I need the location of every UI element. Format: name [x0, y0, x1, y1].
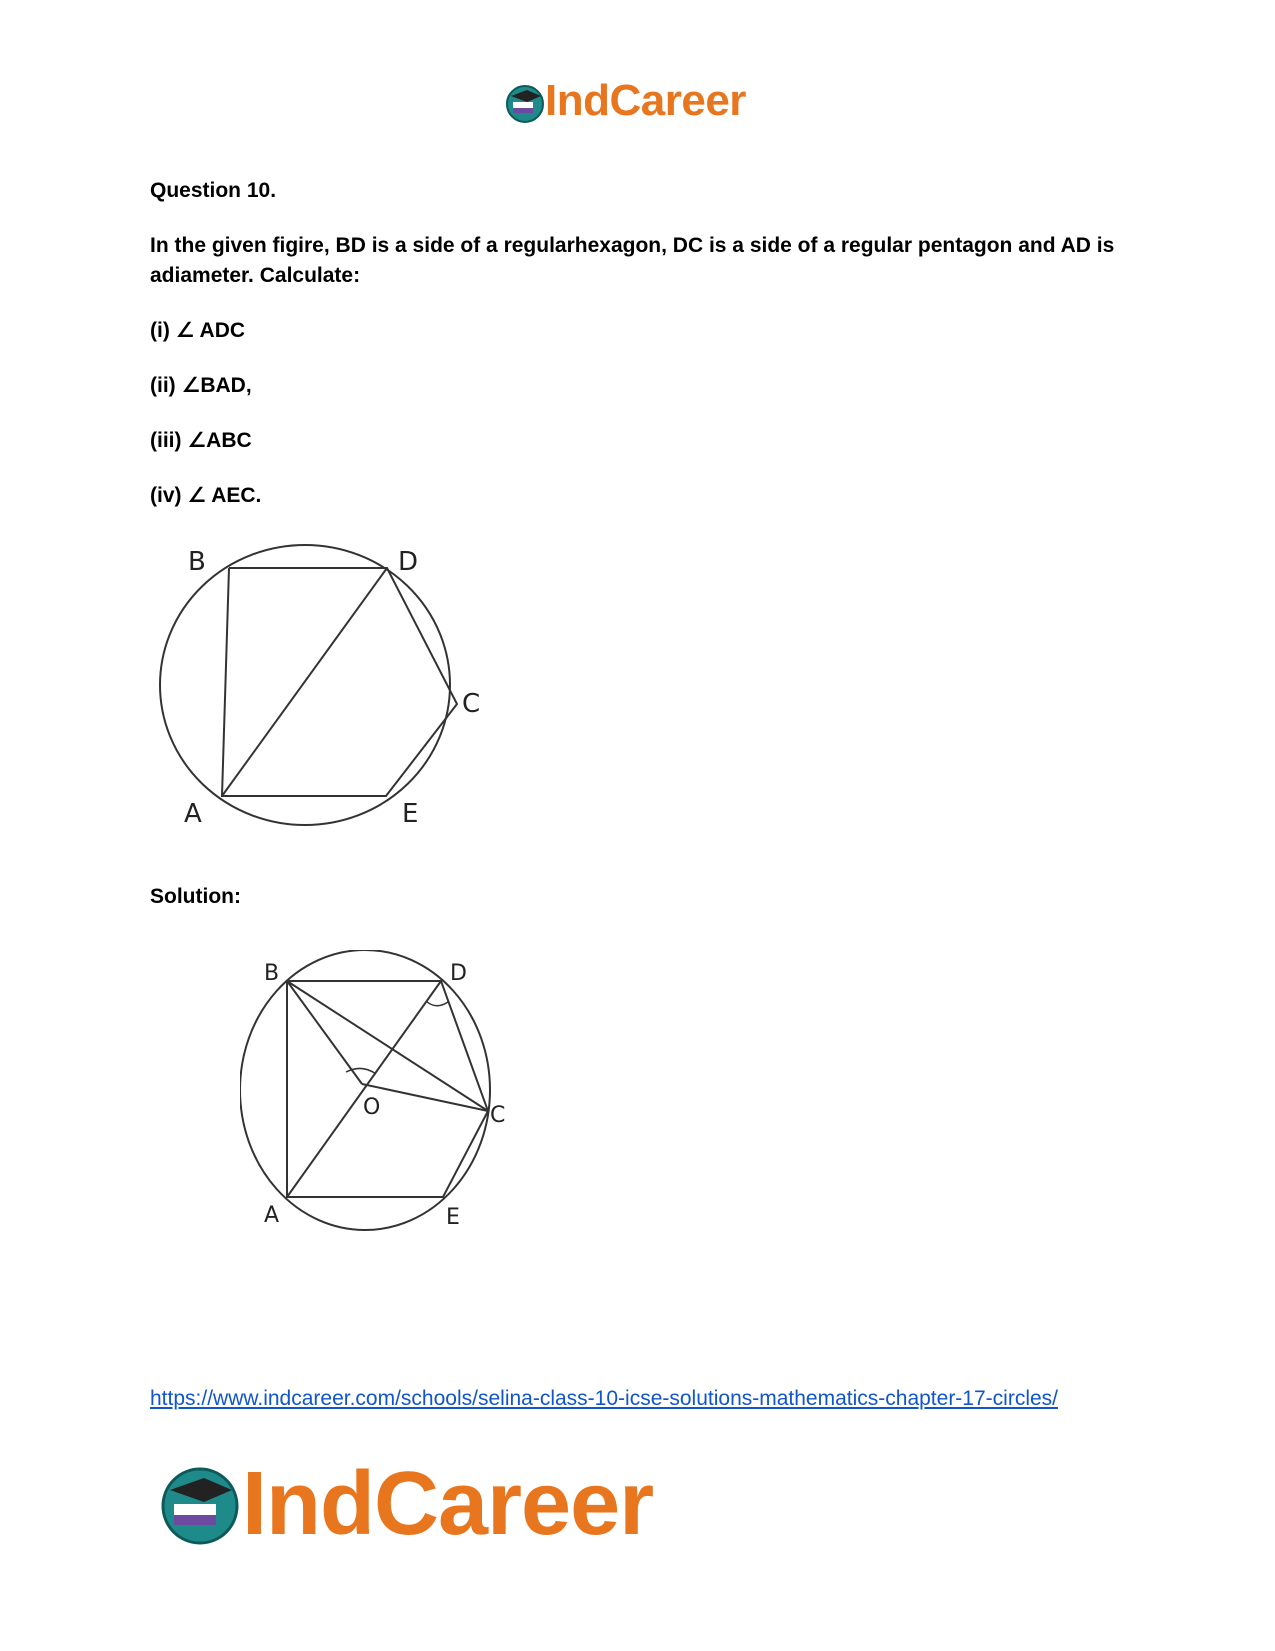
- question-part-1: (i) ∠ ADC: [150, 319, 246, 342]
- label-c: C: [462, 689, 481, 719]
- solution-title: Solution:: [150, 885, 241, 908]
- question-part-3: (iii) ∠ABC: [150, 429, 252, 452]
- question-body: In the given figire, BD is a side of a regularhexagon, DC is a side of a regular pentagon and AD is adiameter. Calculate:: [150, 234, 1115, 287]
- source-link[interactable]: https://www.indcareer.com/schools/selina-class-10-icse-solutions-mathematics-chapter-17-circles/: [150, 1387, 1058, 1410]
- diameter-ad: [222, 568, 387, 796]
- line-oc: [362, 1084, 488, 1111]
- question-part-4: (iv) ∠ AEC.: [150, 484, 262, 507]
- label-d: D: [450, 961, 467, 986]
- logo-text: IndCareer: [545, 76, 746, 125]
- header-logo: [505, 76, 775, 130]
- question-figure: [150, 540, 490, 840]
- solution-figure: [240, 950, 540, 1250]
- question-title: Question 10.: [150, 179, 277, 202]
- logo-text: IndCareer: [242, 1454, 654, 1554]
- logo-globe-icon: [160, 1466, 240, 1546]
- line-bo: [287, 981, 362, 1084]
- label-a: A: [264, 1203, 280, 1228]
- label-o: O: [363, 1095, 381, 1120]
- label-e: E: [446, 1205, 460, 1230]
- label-a: A: [184, 799, 202, 829]
- question-part-2: (ii) ∠BAD,: [150, 374, 252, 397]
- circle: [160, 545, 450, 825]
- line-bc: [287, 981, 488, 1111]
- label-b: B: [188, 547, 206, 577]
- footer-logo: [160, 1454, 700, 1554]
- label-d: D: [398, 547, 419, 577]
- angle-arc-d: [426, 1001, 448, 1006]
- logo-globe-icon: [505, 84, 545, 124]
- label-b: B: [264, 961, 280, 986]
- label-e: E: [402, 799, 419, 829]
- circle: [240, 950, 490, 1230]
- label-c: C: [490, 1103, 506, 1128]
